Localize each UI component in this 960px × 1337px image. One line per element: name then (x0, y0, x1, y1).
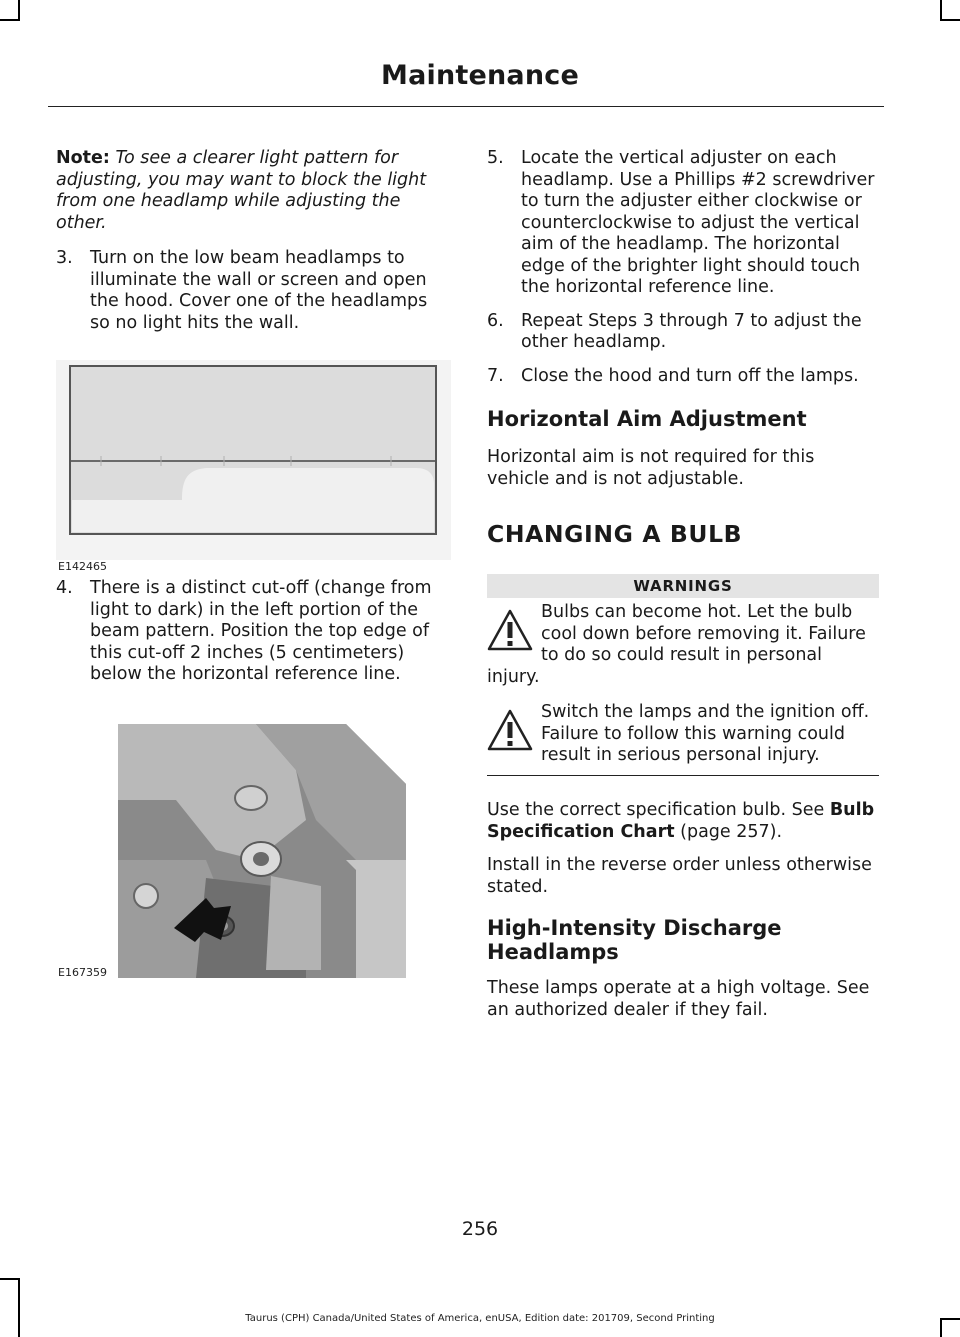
crop-mark (0, 19, 20, 21)
spec-text: Use the correct specification bulb. See (487, 800, 825, 820)
bulb-spec-chart-link[interactable]: Bulb Specification Chart (487, 800, 875, 842)
crop-mark (18, 1278, 20, 1337)
warning-2 (487, 702, 879, 767)
step-number: 7. (487, 365, 504, 386)
warning-text: Bulbs can become hot. Let the bulb cool down before removing it. Failure to do so could result in personal injury. (487, 602, 866, 687)
step-number: 3. (56, 248, 73, 268)
step-5 (487, 148, 879, 299)
crop-mark (0, 1278, 20, 1280)
page-number: 256 (461, 1218, 499, 1240)
spec-paragraph (487, 800, 879, 843)
footer-text: Taurus (CPH) Canada/United States of America, enUSA, Edition date: 201709, Second Printing (245, 1313, 715, 1324)
beam-pattern-illustration (56, 360, 451, 560)
figure-adjuster (56, 710, 451, 980)
step-text: Repeat Steps 3 through 7 to adjust the other headlamp. (521, 310, 862, 352)
step-text: There is a distinct cut-off (change from light to dark) in the left portion of the beam pattern. Position the top edge of this cut-off 2 inches (5 centimeters) below the horizontal reference line. (90, 578, 432, 684)
step-number: 6. (487, 310, 504, 331)
step-4 (56, 578, 451, 686)
figure-code: E142465 (58, 560, 107, 573)
note-text: To see a clearer light pattern for adjusting, you may want to block the light from one headlamp while adjusting the other. (56, 148, 427, 233)
crop-mark (18, 0, 20, 20)
note-paragraph (56, 148, 451, 234)
left-column (56, 140, 451, 980)
step-3 (56, 248, 451, 334)
hid-text: These lamps operate at a high voltage. See an authorized dealer if they fail. (487, 978, 870, 1020)
step-text: Close the hood and turn off the lamps. (521, 365, 859, 386)
right-column (487, 140, 879, 1021)
hid-headlamps-heading: High-Intensity Discharge Headlamps (487, 916, 782, 964)
header-divider (48, 106, 884, 107)
step-7 (487, 366, 879, 388)
warning-triangle-icon (487, 608, 533, 652)
step-text: Turn on the low beam headlamps to illuminate the wall or screen and open the hood. Cover one of the headlamps so no light hits the wall. (90, 248, 428, 333)
page-title: Maintenance (381, 60, 579, 91)
figure-beam-pattern (56, 360, 451, 578)
warnings-divider (487, 775, 879, 777)
horizontal-aim-heading: Horizontal Aim Adjustment (487, 407, 807, 431)
adjuster-photo (56, 710, 451, 980)
warnings-title: WARNINGS (487, 574, 879, 598)
step-number: 4. (56, 578, 73, 598)
warning-text: Switch the lamps and the ignition off. Failure to follow this warning could result in serious personal injury. (541, 702, 870, 765)
warning-1 (487, 602, 879, 688)
step-text: Locate the vertical adjuster on each headlamp. Use a Phillips #2 screwdriver to turn the adjuster either clockwise or counterclockwise to adjust the vertical aim of the headlamp. The horizontal edge of the brighter light should touch the horizontal reference line. (521, 148, 875, 297)
warning-triangle-icon (487, 708, 533, 752)
spec-page-ref: (page 257). (674, 821, 783, 842)
install-text: Install in the reverse order unless otherwise stated. (487, 855, 872, 897)
horizontal-aim-text: Horizontal aim is not required for this vehicle and is not adjustable. (487, 447, 815, 489)
crop-mark (940, 19, 960, 21)
crop-mark (940, 0, 942, 20)
step-6 (487, 311, 879, 354)
note-label: Note: (56, 148, 110, 168)
changing-a-bulb-heading: CHANGING A BULB (487, 520, 743, 548)
step-number: 5. (487, 148, 504, 168)
figure-code: E167359 (58, 965, 107, 979)
